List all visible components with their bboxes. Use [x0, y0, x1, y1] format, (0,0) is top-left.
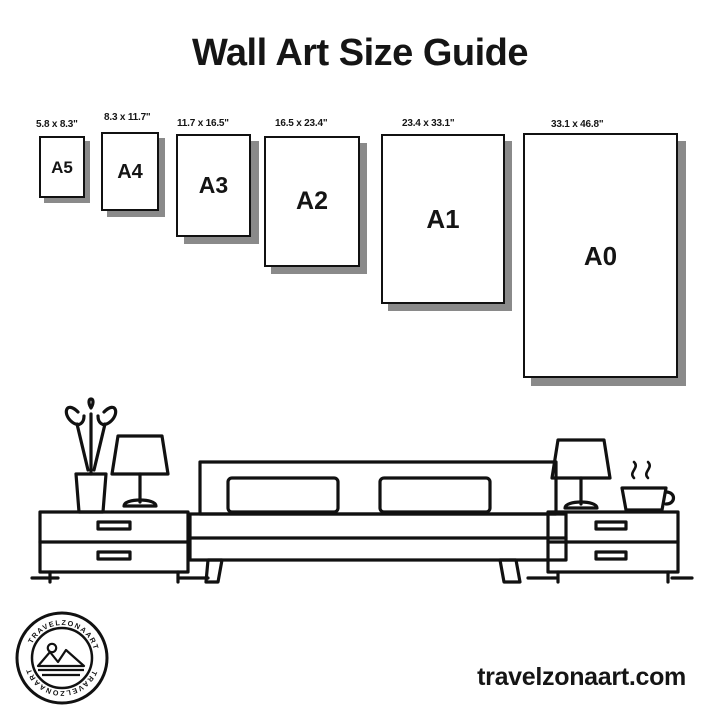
frame-label-a3: A3: [198, 172, 229, 198]
bedroom-scene: [0, 378, 720, 608]
frame-label-a1: A1: [426, 204, 460, 234]
logo-text-bottom: TRAVELZONAART: [23, 666, 100, 699]
brand-logo-svg: [14, 610, 110, 706]
right-table-lamp-icon: [552, 440, 610, 508]
bedroom-scene-svg: [0, 378, 720, 608]
page-title: Wall Art Size Guide: [191, 32, 529, 74]
frame-dimension-a5: 5.8 x 8.3": [36, 119, 78, 130]
bed-icon: [190, 462, 566, 582]
frame-dimension-a4: 8.3 x 11.7": [104, 112, 151, 123]
brand-logo: [14, 610, 110, 706]
frame-box-a1: [381, 134, 505, 304]
left-nightstand-icon: [40, 512, 188, 582]
frame-dimension-a0: 33.1 x 46.8": [551, 119, 604, 130]
footer-domain-text: travelzonaart.com: [477, 663, 686, 691]
frame-box-a3: [176, 134, 251, 237]
frame-box-a5: [39, 136, 85, 198]
frame-dimension-a2: 16.5 x 23.4": [275, 118, 328, 129]
frame-label-a4: A4: [117, 160, 143, 183]
frame-label-a5: A5: [51, 157, 73, 177]
vase-with-flowers-icon: [66, 399, 115, 512]
frame-box-a4: [101, 132, 159, 211]
frame-dimension-a3: 11.7 x 16.5": [177, 118, 229, 129]
frame-box-a2: [264, 136, 360, 267]
frame-box-a0: [523, 133, 678, 378]
left-table-lamp-icon: [112, 436, 168, 506]
coffee-cup-icon: [622, 462, 674, 510]
logo-text-top: TRAVELZONAART: [25, 617, 101, 652]
frame-label-a0: A0: [583, 240, 618, 271]
frame-dimension-a1: 23.4 x 33.1": [402, 118, 455, 129]
frame-label-a2: A2: [296, 187, 328, 215]
